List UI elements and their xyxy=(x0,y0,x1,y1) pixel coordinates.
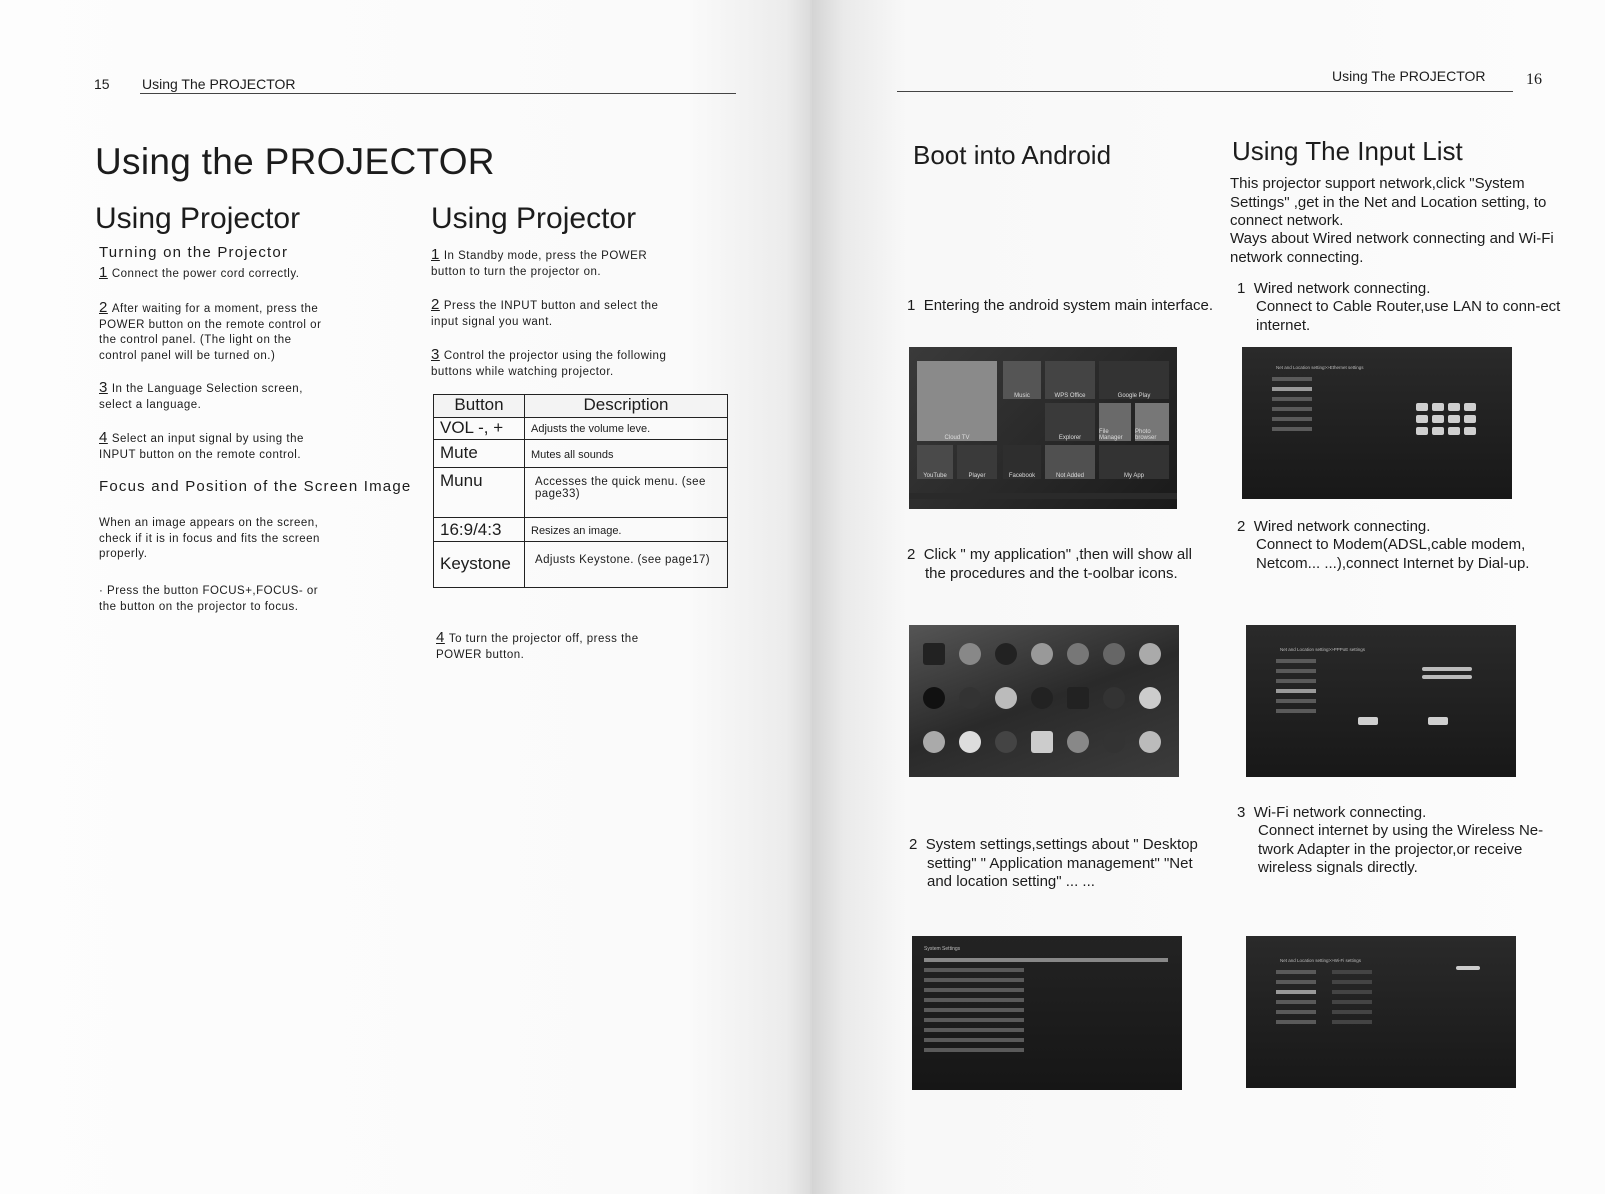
network-row xyxy=(1332,970,1372,974)
app-tile: WPS Office xyxy=(1045,361,1095,399)
settings-row xyxy=(924,968,1024,972)
settings-row xyxy=(1276,699,1316,703)
settings-row xyxy=(924,988,1024,992)
step-number: 1 xyxy=(99,264,108,281)
table-row xyxy=(434,468,728,518)
table-row xyxy=(434,542,728,588)
step-number: 4 xyxy=(99,429,108,446)
button-table xyxy=(433,394,728,588)
settings-row xyxy=(924,978,1024,982)
app-icon xyxy=(1139,731,1161,753)
settings-row xyxy=(1276,679,1316,683)
item-text: System settings,settings about " Desktop setting" " Application management" "Net and location setting" ... ... xyxy=(925,836,1198,890)
settings-row xyxy=(1276,709,1316,713)
keypad-key xyxy=(1448,427,1460,435)
header-rule xyxy=(140,93,736,94)
keypad-key xyxy=(1432,403,1444,411)
settings-row xyxy=(1272,387,1312,391)
settings-row xyxy=(924,1008,1024,1012)
table-cell: Resizes an image. xyxy=(525,518,728,542)
keypad-key xyxy=(1464,403,1476,411)
input-item-3-title xyxy=(1237,804,1426,823)
settings-row xyxy=(1272,377,1312,381)
table-cell: Adjusts the volume leve. xyxy=(525,418,728,440)
step-number: 1 xyxy=(431,246,440,263)
keypad-key xyxy=(1416,403,1428,411)
focus-bullet: · Press the button FOCUS+,FOCUS- or the button on the projector to focus. xyxy=(99,585,319,613)
app-tile: Not Added xyxy=(1045,445,1095,479)
keypad-key xyxy=(1448,415,1460,423)
item-text: Wi-Fi network connecting. xyxy=(1253,804,1427,821)
app-icon xyxy=(1031,731,1053,753)
header-title: Using The PROJECTOR xyxy=(142,76,296,92)
system-settings-screenshot xyxy=(912,936,1182,1090)
screen-title: Net and Location setting>>Ethernet settings xyxy=(1276,365,1364,370)
page-number: 15 xyxy=(94,76,110,92)
screen-title: System Settings xyxy=(924,946,961,952)
table-cell: Mutes all sounds xyxy=(525,440,728,468)
network-row xyxy=(1332,1000,1372,1004)
input-item-3-text: Connect internet by using the Wireless Ne-twork Adapter in the projector,or receive wireless signals directly. xyxy=(1258,822,1544,876)
input-intro-2: Ways about Wired network connecting and Wi-Fi network connecting. xyxy=(1230,230,1554,266)
header-title: Using The PROJECTOR xyxy=(1332,68,1486,84)
network-row xyxy=(1332,1020,1372,1024)
app-icon xyxy=(959,687,981,709)
keypad-key xyxy=(1464,415,1476,423)
right-page xyxy=(812,0,1605,1194)
col1-step1 xyxy=(99,265,339,283)
table-header: Button xyxy=(434,395,525,418)
input-field xyxy=(1422,667,1472,671)
app-tile: My App xyxy=(1099,445,1169,479)
col2-step3 xyxy=(431,347,701,380)
app-icon xyxy=(1139,687,1161,709)
network-row xyxy=(1332,980,1372,984)
keypad-key xyxy=(1416,427,1428,435)
app-tile: YouTube xyxy=(917,445,953,479)
app-icon xyxy=(1067,687,1089,709)
step-text: In the Language Selection screen, select a language. xyxy=(99,383,303,411)
input-item-2-text: Connect to Modem(ADSL,cable modem, Netcom... ...),connect Internet by Dial-up. xyxy=(1256,536,1530,572)
app-icon xyxy=(959,731,981,753)
input-item-1-text: Connect to Cable Router,use LAN to conn-ect internet. xyxy=(1256,298,1561,334)
settings-row xyxy=(1276,970,1316,974)
table-cell: Adjusts Keystone. (see page17) xyxy=(525,542,728,588)
screen-title: Net and Location setting>>PPPoE settings xyxy=(1280,647,1366,652)
app-icon xyxy=(1031,687,1053,709)
app-icon xyxy=(995,687,1017,709)
input-field xyxy=(1422,675,1472,679)
keypad-key xyxy=(1416,415,1428,423)
app-tile: Photo browser xyxy=(1135,403,1169,441)
table-cell: VOL -, + xyxy=(434,418,525,440)
settings-row xyxy=(1276,990,1316,994)
col2-heading: Using Projector xyxy=(431,202,637,235)
app-icon xyxy=(995,731,1017,753)
settings-row xyxy=(1276,689,1316,693)
app-tile: Cloud TV xyxy=(917,361,997,441)
settings-row xyxy=(924,1048,1024,1052)
table-cell: Accesses the quick menu. (see page33) xyxy=(525,468,728,518)
item-number: 1 xyxy=(907,297,916,314)
toggle xyxy=(1456,966,1480,970)
step-number: 4 xyxy=(436,629,445,646)
input-intro: This projector support network,click "System Settings" ,get in the Net and Location setting, to connect network. xyxy=(1230,175,1547,229)
app-icon xyxy=(923,731,945,753)
app-icon xyxy=(1103,731,1125,753)
col1-heading: Using Projector xyxy=(95,202,301,235)
app-icon xyxy=(923,643,945,665)
focus-text: When an image appears on the screen, check if it is in focus and fits the screen properly. xyxy=(99,517,320,560)
app-icon xyxy=(1031,643,1053,665)
input-item-2-title xyxy=(1237,518,1430,537)
settings-row xyxy=(1272,397,1312,401)
col1-step2 xyxy=(99,300,327,364)
header-rule xyxy=(897,91,1513,92)
dialog-button xyxy=(1428,717,1448,725)
settings-row xyxy=(924,1038,1024,1042)
step-text: Connect the power cord correctly. xyxy=(111,268,300,280)
item-number: 1 xyxy=(1237,280,1246,297)
settings-row xyxy=(1276,659,1316,663)
app-tile: Explorer xyxy=(1045,403,1095,441)
table-header-row xyxy=(434,395,728,418)
app-icon xyxy=(1103,643,1125,665)
pppoe-settings-screenshot xyxy=(1246,625,1516,777)
boot-item-3 xyxy=(909,836,1212,892)
bluetooth-icon xyxy=(923,687,945,709)
table-cell: Mute xyxy=(434,440,525,468)
app-icon xyxy=(1067,643,1089,665)
item-text: Wired network connecting. xyxy=(1253,280,1431,297)
keypad-key xyxy=(1448,403,1460,411)
item-number: 2 xyxy=(1237,518,1246,535)
input-heading: Using The Input List xyxy=(1232,136,1463,166)
col2-step4 xyxy=(436,630,666,663)
settings-row xyxy=(1272,417,1312,421)
page-title: Using the PROJECTOR xyxy=(95,141,495,182)
network-row xyxy=(1332,990,1372,994)
dialog-button xyxy=(1358,717,1378,725)
step-text: After waiting for a moment, press the POWER button on the remote control or the control panel. (The light on the control panel will be turned on.) xyxy=(99,303,322,362)
col1-step3 xyxy=(99,380,327,413)
item-text: Wired network connecting. xyxy=(1253,518,1431,535)
settings-row xyxy=(1276,1020,1316,1024)
network-row xyxy=(1332,1010,1372,1014)
app-icon xyxy=(1103,687,1125,709)
table-row xyxy=(434,518,728,542)
settings-row xyxy=(1276,1010,1316,1014)
app-tile: Player xyxy=(957,445,997,479)
step-number: 2 xyxy=(99,299,108,316)
item-number: 3 xyxy=(1237,804,1246,821)
keypad-key xyxy=(1432,415,1444,423)
settings-row xyxy=(924,958,1168,962)
page-number: 16 xyxy=(1526,71,1542,88)
boot-item-1 xyxy=(907,297,1215,316)
app-icon xyxy=(959,643,981,665)
android-home-screenshot xyxy=(909,347,1177,509)
item-text: Entering the android system main interface. xyxy=(923,297,1214,314)
table-row xyxy=(434,440,728,468)
table-header: Description xyxy=(525,395,728,418)
app-tile: Google Play xyxy=(1099,361,1169,399)
keypad-key xyxy=(1464,427,1476,435)
step-number: 3 xyxy=(99,379,108,396)
settings-row xyxy=(924,998,1024,1002)
app-icon xyxy=(1067,731,1089,753)
settings-row xyxy=(924,1028,1024,1032)
step-text: In Standby mode, press the POWER button to turn the projector on. xyxy=(431,250,648,278)
app-icon xyxy=(995,643,1017,665)
step-number: 2 xyxy=(431,296,440,313)
step-text: Press the INPUT button and select the input signal you want. xyxy=(431,300,659,328)
settings-row xyxy=(1272,427,1312,431)
app-tile: Facebook xyxy=(1003,445,1041,479)
col1-subheading: Turning on the Projector xyxy=(99,244,289,261)
dock-bar xyxy=(909,493,1177,499)
ethernet-settings-screenshot xyxy=(1242,347,1512,499)
settings-row xyxy=(924,1018,1024,1022)
app-tile: Music xyxy=(1003,361,1041,399)
boot-heading: Boot into Android xyxy=(913,140,1112,170)
item-number: 2 xyxy=(909,836,918,853)
settings-row xyxy=(1276,669,1316,673)
col2-step1 xyxy=(431,247,671,280)
step-text: Select an input signal by using the INPUT button on the remote control. xyxy=(99,433,304,461)
settings-row xyxy=(1272,407,1312,411)
wifi-settings-screenshot xyxy=(1246,936,1516,1088)
table-cell: Munu xyxy=(434,468,525,518)
settings-row xyxy=(1276,1000,1316,1004)
table-row xyxy=(434,418,728,440)
item-text: Click " my application" ,then will show all the procedures and the t-oolbar icons. xyxy=(923,546,1192,582)
keypad-key xyxy=(1432,427,1444,435)
app-grid-screenshot xyxy=(909,625,1179,777)
input-item-1-title xyxy=(1237,280,1430,299)
app-tile: File Manager xyxy=(1099,403,1131,441)
step-text: To turn the projector off, press the POWER button. xyxy=(436,633,639,661)
step-text: Control the projector using the following buttons while watching projector. xyxy=(431,350,667,378)
table-cell: 16:9/4:3 xyxy=(434,518,525,542)
screen-title: Net and Location setting>>Wi-Fi settings xyxy=(1280,958,1362,963)
step-number: 3 xyxy=(431,346,440,363)
col1-step4 xyxy=(99,430,327,463)
item-number: 2 xyxy=(907,546,916,563)
app-icon xyxy=(1139,643,1161,665)
focus-heading: Focus and Position of the Screen Image xyxy=(99,478,412,495)
table-cell: Keystone xyxy=(434,542,525,588)
boot-item-2 xyxy=(907,546,1210,583)
col2-step2 xyxy=(431,297,661,330)
settings-row xyxy=(1276,980,1316,984)
